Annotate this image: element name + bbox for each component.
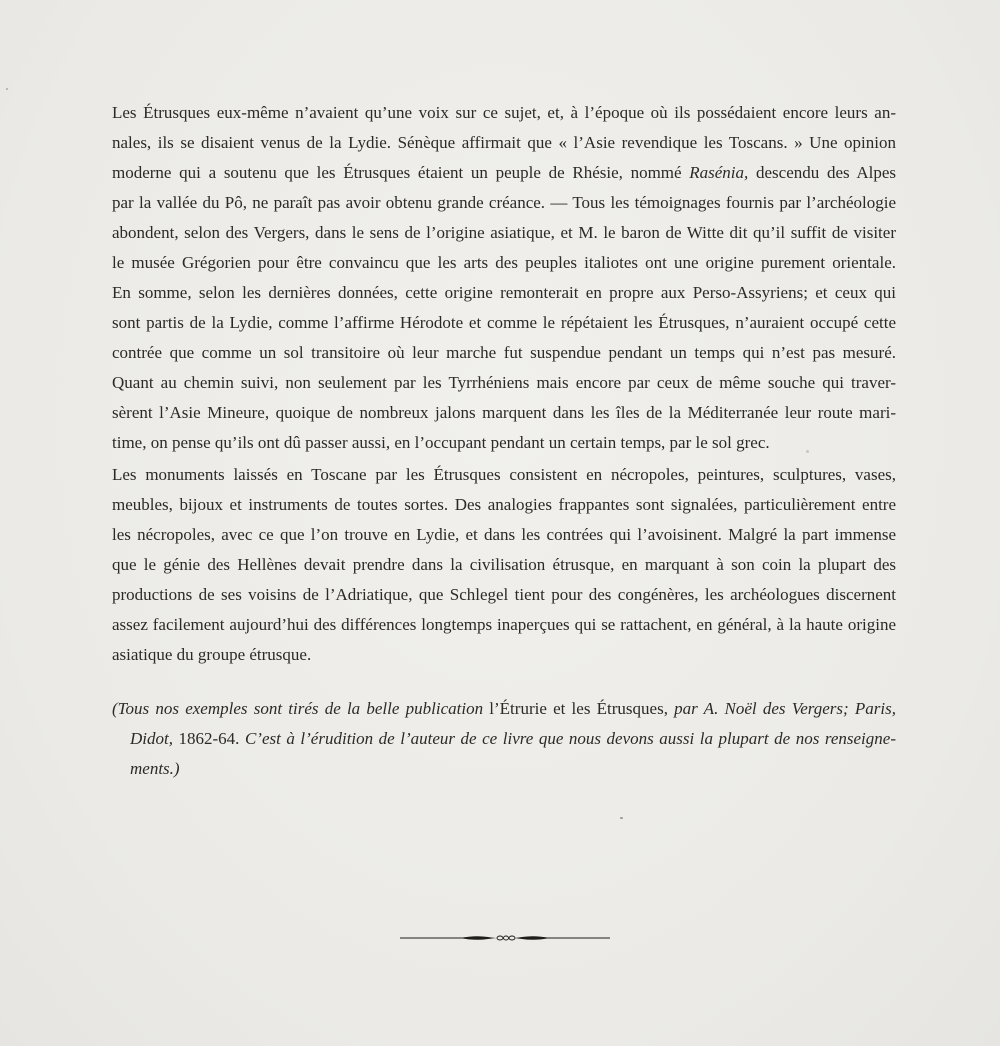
text-line: nales, ils se disaient venus de la Lydie. Sénèque affirmait que « l’Asie revendique les Toscans. » Une opinion (112, 133, 896, 152)
paragraph-1 (112, 98, 896, 458)
text-line: contrée que comme un sol transitoire où leur marche fut suspendue pendant un temps qui n’est pas mesuré. (112, 343, 896, 362)
text-line: que le génie des Hellènes devait prendre dans la civilisation étrusque, en marquant à son coin la plupart des (112, 555, 896, 574)
note-line: ments.) (130, 759, 180, 778)
decorative-rule (400, 930, 610, 946)
text-line: assez facilement aujourd’hui des différences longtemps inaperçues qui se rattachent, en général, à la haute origine (112, 615, 896, 634)
paper-speck (6, 88, 8, 90)
text-line: les nécropoles, avec ce que l’on trouve en Lydie, et dans les contrées qui l’avoisinent. Malgré la part immense (112, 525, 896, 544)
text-line: abondent, selon des Vergers, dans le sens de l’origine asiatique, et M. le baron de Witte dit qu’il suffit de visiter (112, 223, 896, 242)
paper-speck (620, 817, 623, 819)
text-line: sont partis de la Lydie, comme l’affirme Hérodote et comme le répétaient les Étrusques, n’auraient occupé cette (112, 313, 896, 332)
text-line: sèrent l’Asie Mineure, quoique de nombreux jalons marquent dans les îles de la Méditerranée leur route mari- (112, 403, 896, 422)
note-line: (Tous nos exemples sont tirés de la belle publication l’Étrurie et les Étrusques, par A. Noël des Vergers; Paris, (112, 699, 896, 718)
text-line: le musée Grégorien pour être convaincu que les arts des peuples italiotes ont une origine purement orientale. (112, 253, 896, 272)
source-note (112, 694, 896, 784)
paper-speck (806, 450, 809, 453)
paragraph-2 (112, 460, 896, 670)
text-line: par la vallée du Pô, ne paraît pas avoir obtenu grande créance. — Tous les témoignages fournis par l’archéologie (112, 193, 896, 212)
text-line: Les monuments laissés en Toscane par les Étrusques consistent en nécropoles, peintures, sculptures, vases, (112, 465, 896, 484)
text-line: moderne qui a soutenu que les Étrusques étaient un peuple de Rhésie, nommé Rasénia, descendu des Alpes (112, 163, 897, 182)
text-line: time, on pense qu’ils ont dû passer aussi, en l’occupant pendant un certain temps, par le sol grec. (112, 433, 770, 452)
text-line: productions de ses voisins de l’Adriatique, que Schlegel tient pour des congénères, les archéologues discernent (112, 585, 896, 604)
text-line: En somme, selon les dernières données, cette origine remonterait en propre aux Perso-Assyriens; et ceux qui (112, 283, 896, 302)
text-line: meubles, bijoux et instruments de toutes sortes. Des analogies frappantes sont signalées, particulièrement entre (112, 495, 896, 514)
text-line: Quant au chemin suivi, non seulement par les Tyrrhéniens mais encore par ceux de même souche qui traver- (112, 373, 896, 392)
text-line: asiatique du groupe étrusque. (112, 645, 312, 664)
text-line: Les Étrusques eux-même n’avaient qu’une voix sur ce sujet, et, à l’époque où ils possédaient encore leurs an- (112, 103, 896, 122)
note-line: Didot, 1862-64. C’est à l’érudition de l’auteur de ce livre que nous devons aussi la plupart de nos renseigne- (130, 729, 896, 748)
italic-word: Rasénia, (689, 163, 749, 182)
